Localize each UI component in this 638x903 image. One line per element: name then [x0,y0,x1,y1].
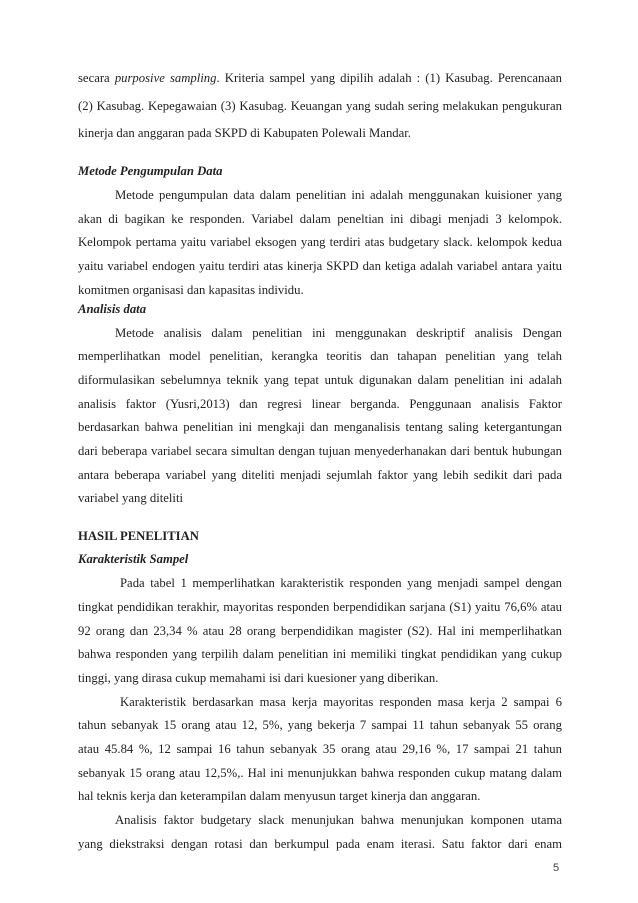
text-line: Kelompok pertama yaitu variabel eksogen yang terdiri atas budgetary slack. kelompok kedua [78,235,562,249]
text-line: berdasarkan bahwa penelitian ini mengkaji dan menganalisis tentang saling ketergantungan [78,420,562,434]
text-line: sebanyak 15 orang atau 12,5%,. Hal ini menunjukkan bahwa responden cukup matang dalam [78,766,562,780]
text-line: yang diekstraksi dengan rotasi dan berkumpul pada enam iterasi. Satu faktor dari enam [78,837,562,851]
text-line: antara beberapa variabel yang diteliti menjadi sejumlah faktor yang lebih sedikit dari pada [78,468,562,482]
text-line: tingkat pendidikan terakhir, mayoritas responden berpendidikan sarjana (S1) yaitu 76,6% atau [78,600,562,614]
italic-term: purposive sampling [114,71,217,85]
text-line: Analisis faktor budgetary slack menunjukan bahwa menunjukan komponen utama [115,813,562,827]
text-line: atau 45.84 %, 12 sampai 16 tahun sebanyak 35 orang atau 29,16 %, 17 sampai 21 tahun [78,742,562,756]
page-number: 5 [553,862,560,874]
text-line: kinerja dan anggaran pada SKPD di Kabupaten Polewali Mandar. [78,126,411,140]
text-line: analisis faktor (Yusri,2013) dan regresi linear berganda. Penggunaan analisis Faktor [78,397,562,411]
subsection-heading-karakteristik: Karakteristik Sampel [78,552,189,566]
text-line: tinggi, yang dirasa cukup memahami isi dari kuesioner yang diberikan. [78,671,439,685]
text-line: (2) Kasubag. Kepegawaian (3) Kasubag. Keuangan yang sudah sering melakukan pengukuran [78,99,562,113]
text-line: secara purposive sampling. Kriteria sampel yang dipilih adalah : (1) Kasubag. Perencanaan [78,71,562,85]
text-line: 92 orang dan 23,34 % atau 28 orang berpendidikan magister (S2). Hal ini memperlihatkan [78,624,562,638]
text-line: komitmen organisasi dan kapasitas individu. [78,283,304,297]
text-line: tahun sebanyak 15 orang atau 12, 5%, yang bekerja 7 sampai 11 tahun sebanyak 55 orang [78,718,562,732]
text-line: hal teknis kerja dan keterampilan dalam menyusun target kinerja dan anggaran. [78,789,481,803]
text-line: Karakteristik berdasarkan masa kerja mayoritas responden masa kerja 2 sampai 6 [120,695,562,709]
section-heading-hasil: HASIL PENELITIAN [78,529,199,543]
text-line: dari beberapa variabel secara simultan dengan tujuan menyederhanakan dari bentuk hubungan [78,444,562,458]
text-line: akan di bagikan ke responden. Variabel dalam peneltian ini dibagi menjadi 3 kelompok. [78,212,562,226]
section-heading-metode: Metode Pengumpulan Data [78,164,223,178]
text-line: Pada tabel 1 memperlihatkan karakteristik responden yang menjadi sampel dengan [120,576,562,590]
text-line: diformulasikan sebelumnya teknik yang tepat untuk digunakan dalam penelitian ini adalah [78,373,562,387]
section-heading-analisis: Analisis data [78,302,147,316]
text-line: Metode analisis dalam penelitian ini menggunakan deskriptif analisis Dengan [115,326,562,340]
text-line: memperlihatkan model penelitian, kerangka teoritis dan tahapan penelitian yang telah [78,349,562,363]
text-line: bahwa responden yang terpilih dalam penelitian ini memiliki tingkat pendidikan yang cukup [78,647,562,661]
text-line: yaitu variabel endogen yaitu terdiri atas kinerja SKPD dan ketiga adalah variabel antara yaitu [78,259,562,273]
text-line: Metode pengumpulan data dalam penelitian ini adalah menggunakan kuisioner yang [115,188,562,202]
text-line: variabel yang diteliti [78,491,183,505]
